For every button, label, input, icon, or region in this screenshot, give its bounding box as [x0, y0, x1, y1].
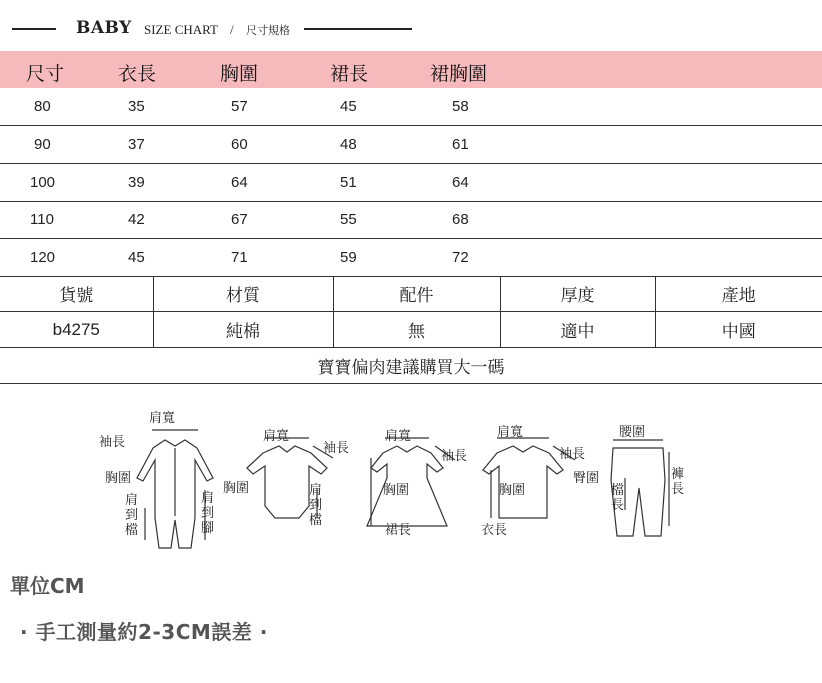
size-row: [0, 239, 822, 277]
header-subtitle-cn: 尺寸規格: [246, 24, 290, 37]
cell-skirt-chest: 72: [452, 249, 469, 266]
chart-header: [12, 18, 412, 40]
pants-hip-label: 臀圍: [573, 471, 600, 486]
info-thickness: 適中: [500, 312, 655, 348]
romper-shoulder-to-crotch-label: 肩到檔: [125, 493, 139, 538]
col-length: 衣長: [118, 63, 157, 85]
cell-length: 35: [128, 98, 145, 115]
col-skirt-length: 裙長: [330, 63, 369, 85]
col-skirt-chest: 裙胸圍: [430, 63, 488, 85]
info-value-row: [0, 312, 822, 348]
size-row: [0, 88, 822, 126]
cell-length: 42: [128, 211, 145, 228]
cell-chest: 71: [231, 249, 248, 266]
cell-chest: 57: [231, 98, 248, 115]
col-size: 尺寸: [26, 63, 65, 85]
pants-waist-label: 腰圍: [619, 425, 646, 440]
cell-skirt-chest: 68: [452, 211, 469, 228]
info-item-no: b4275: [0, 312, 153, 348]
cell-chest: 67: [231, 211, 248, 228]
bodysuit-shoulder-to-crotch-label: 肩到檔: [309, 483, 323, 528]
romper-chest-label: 胸圍: [105, 471, 132, 486]
measurement-error-note: · 手工測量約2-3CM誤差 ·: [20, 620, 268, 644]
col-chest: 胸圍: [220, 63, 259, 85]
cell-skirt-length: 55: [340, 211, 357, 228]
dress-shoulder-label: 肩寬: [385, 429, 412, 444]
bodysuit-chest-label: 胸圍: [223, 481, 250, 496]
pants-crotch-label: 檔長: [611, 483, 625, 513]
header-subtitle: SIZE CHART: [144, 22, 218, 37]
dress-chest-label: 胸圍: [383, 483, 410, 498]
cell-size: 100: [30, 174, 56, 191]
info-header-origin: 產地: [655, 276, 822, 312]
size-row: [0, 126, 822, 164]
info-accessories: 無: [333, 312, 500, 348]
cell-skirt-length: 59: [340, 249, 357, 266]
pants-length-label: 褲長: [671, 467, 685, 497]
size-row: [0, 201, 822, 239]
romper-shoulder-to-foot-label: 肩到腳: [201, 491, 215, 536]
header-rule-right: [304, 28, 412, 30]
top-length-label: 衣長: [481, 523, 508, 538]
bodysuit-shoulder-label: 肩寬: [263, 429, 290, 444]
info-header-accessories: 配件: [333, 276, 500, 312]
top-sleeve-label: 袖長: [559, 447, 586, 462]
dress-skirt-length-label: 裙長: [385, 523, 412, 538]
size-advice-note: 寶寶偏肉建議購買大一碼: [0, 348, 822, 384]
cell-size: 110: [30, 211, 54, 228]
top-shoulder-label: 肩寬: [497, 425, 524, 440]
info-header-thickness: 厚度: [500, 276, 655, 312]
header-rule-left: [12, 28, 56, 30]
info-origin: 中國: [655, 312, 822, 348]
size-table-header: [0, 51, 822, 88]
cell-skirt-length: 45: [340, 98, 357, 115]
measurement-illustrations: [95, 408, 705, 558]
cell-skirt-chest: 58: [452, 98, 469, 115]
info-header-item-no: 貨號: [0, 276, 153, 312]
info-header-material: 材質: [153, 276, 333, 312]
dress-sleeve-label: 袖長: [441, 449, 468, 464]
brand-title: BABY: [76, 18, 132, 38]
cell-length: 45: [128, 249, 145, 266]
cell-size: 120: [30, 249, 56, 266]
cell-chest: 64: [231, 174, 248, 191]
romper-shoulder-label: 肩寬: [149, 411, 176, 426]
cell-skirt-chest: 64: [452, 174, 469, 191]
cell-size: 90: [34, 136, 51, 153]
cell-size: 80: [34, 98, 51, 115]
cell-skirt-length: 51: [340, 174, 357, 191]
info-header-row: [0, 276, 822, 312]
product-info-table: [0, 276, 822, 384]
romper-sleeve-label: 袖長: [99, 435, 126, 450]
cell-skirt-chest: 61: [452, 136, 469, 153]
info-note-row: [0, 348, 822, 384]
cell-chest: 60: [231, 136, 248, 153]
header-separator: /: [230, 22, 234, 37]
top-chest-label: 胸圍: [499, 483, 526, 498]
info-material: 純棉: [153, 312, 333, 348]
cell-length: 37: [128, 136, 145, 153]
cell-length: 39: [128, 174, 145, 191]
bodysuit-sleeve-label: 袖長: [323, 441, 350, 456]
unit-label: 單位CM: [10, 574, 85, 598]
size-row: [0, 164, 822, 202]
cell-skirt-length: 48: [340, 136, 357, 153]
